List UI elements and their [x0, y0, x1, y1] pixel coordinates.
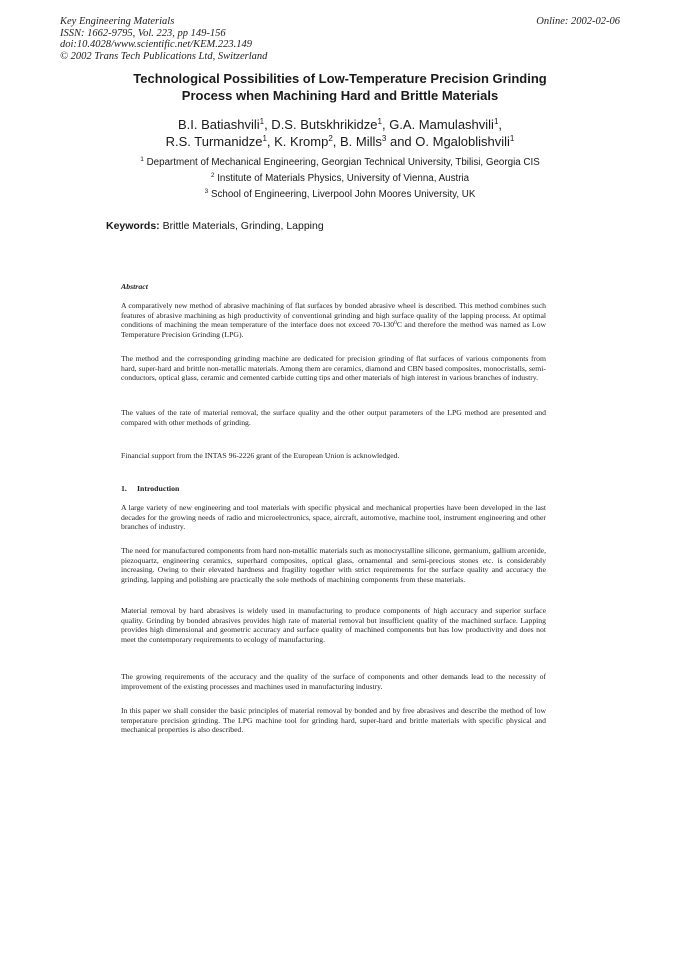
author-list: [90, 117, 590, 150]
affiliation: [90, 155, 590, 171]
author-name: R.S. Turmanidze: [165, 133, 263, 149]
affiliation-list: [90, 155, 590, 203]
author-name: B.I. Batiashvili: [177, 117, 260, 132]
affiliation-text: Department of Mechanical Engineering, Georgian Technical University, Tbilisi, Georgia CIS: [146, 157, 540, 168]
author-name: and O. Mgaloblishvili: [386, 133, 510, 149]
paper-title: [90, 70, 590, 104]
author-affiliation-mark: 2: [328, 133, 333, 143]
abstract-paragraph: [121, 301, 546, 339]
journal-header: [60, 16, 267, 62]
title-line-1: Technological Possibilities of Low-Temperature Precision Grinding: [133, 71, 547, 86]
author-name: , B. Mills: [332, 133, 382, 149]
section-title: Introduction: [137, 484, 180, 493]
abstract-text: C and therefore the method was named as Low Temperature Precision Grinding (LPG).: [121, 320, 547, 339]
section-heading: [121, 484, 179, 493]
doi-line: doi:10.4028/www.scientific.net/KEM.223.149: [60, 39, 252, 50]
issn-line: ISSN: 1662-9795, Vol. 223, pp 149-156: [60, 27, 226, 39]
abstract-paragraph: The method and the corresponding grinding machine are dedicated for precision grinding of flat surfaces of various components from hard, super-hard and brittle non-metallic materials. Among them are ceramics, diamond and CBN based composites, monocristalls, semi-conductors, optical glass, ceramic and cemented carbide cutting tips and other materials of high interest in various branches of industry.: [121, 354, 546, 383]
funding-note: Financial support from the INTAS 96-2226 grant of the European Union is acknowledged.: [121, 451, 400, 460]
online-date: Online: 2002-02-06: [536, 16, 620, 27]
affiliation-text: School of Engineering, Liverpool John Moores University, UK: [210, 189, 476, 200]
keywords-label: Keywords:: [106, 220, 160, 232]
abstract-text: A comparatively new method of abrasive machining of flat surfaces by bonded abrasive wheel is described. This method combines such features of abrasive machining as high productivity of conventional grinding and high surface quality of the lapping process. At optimal conditions of machining the mean temperature of the interface does not exceed 70-130: [121, 301, 546, 330]
abstract-heading: Abstract: [121, 282, 148, 291]
affiliation: [90, 171, 590, 187]
author-affiliation-mark: 1: [493, 117, 499, 126]
intro-paragraph: The growing requirements of the accuracy and the quality of the surface of components and other demands lead to the necessity of improvement of the existing processes and machines used in manufacturing industry.: [121, 672, 546, 691]
affiliation-mark: 2: [210, 172, 215, 179]
affiliation-text: Institute of Materials Physics, University of Vienna, Austria: [217, 173, 470, 184]
affiliation-mark: 3: [204, 188, 209, 195]
author-line-1: [90, 117, 590, 134]
degree-superscript: 0: [394, 320, 397, 327]
title-line-2: Process when Machining Hard and Brittle Materials: [181, 88, 499, 103]
abstract-paragraph: The values of the rate of material removal, the surface quality and the other output parameters of the LPG method are presented and compared with other methods of grinding.: [121, 408, 546, 427]
intro-paragraph: Material removal by hard abrasives is widely used in manufacturing to produce components of high accuracy and superior surface quality. Grinding by bonded abrasives provides high rate of material removal but insufficient quality of the machined surface. Lapping provides high dimensional and geometric accuracy and surface quality of machined components but has low productivity and does not meet the contemporary requirements to ecology of manufacturing.: [121, 606, 546, 644]
author-affiliation-mark: 1: [262, 133, 267, 143]
copyright-line: © 2002 Trans Tech Publications Ltd, Switzerland: [60, 50, 268, 62]
author-name: , K. Kromp: [266, 133, 329, 149]
intro-paragraph: The need for manufactured components from hard non-metallic materials such as monocrystalline silicone, germanium, gallium arcenide, piezoquartz, engineering ceramics, superhard composites, optical glass, ornamental and semi-precious stones etc. is considerably increasing. Owing to their elevated hardness and fragility together with strict requirements for the surface quality and accuracy the grinding, lapping and polishing are practically the sole methods of machining components from these materials.: [121, 546, 546, 584]
keywords-text: Brittle Materials, Grinding, Lapping: [162, 220, 324, 232]
affiliation: [90, 187, 590, 203]
journal-name: Key Engineering Materials: [60, 16, 175, 27]
intro-paragraph: In this paper we shall consider the basic principles of material removal by bonded and by free abrasives and describe the method of low temperature precision grinding. The LPG machine tool for grinding hard, super-hard and brittle materials with specific physical and mechanical properties is also described.: [121, 706, 546, 735]
author-separator: ,: [498, 117, 503, 132]
intro-paragraph: A large variety of new engineering and tool materials with specific physical and mechanical properties have been developed in the last decades for the growing needs of radio and microelectronics, space, aircraft, automotive, machine tool, instrument engineering and other branches of industry.: [121, 503, 546, 532]
author-name: , D.S. Butskhrikidze: [264, 117, 378, 132]
author-affiliation-mark: 1: [509, 133, 515, 143]
author-affiliation-mark: 1: [377, 117, 382, 126]
keywords-line: [106, 220, 324, 232]
author-affiliation-mark: 3: [381, 133, 387, 143]
author-affiliation-mark: 1: [259, 117, 265, 126]
section-number: 1.: [121, 484, 127, 493]
author-line-2: [90, 134, 590, 151]
author-name: , G.A. Mamulashvili: [381, 117, 494, 132]
affiliation-mark: 1: [140, 156, 144, 163]
